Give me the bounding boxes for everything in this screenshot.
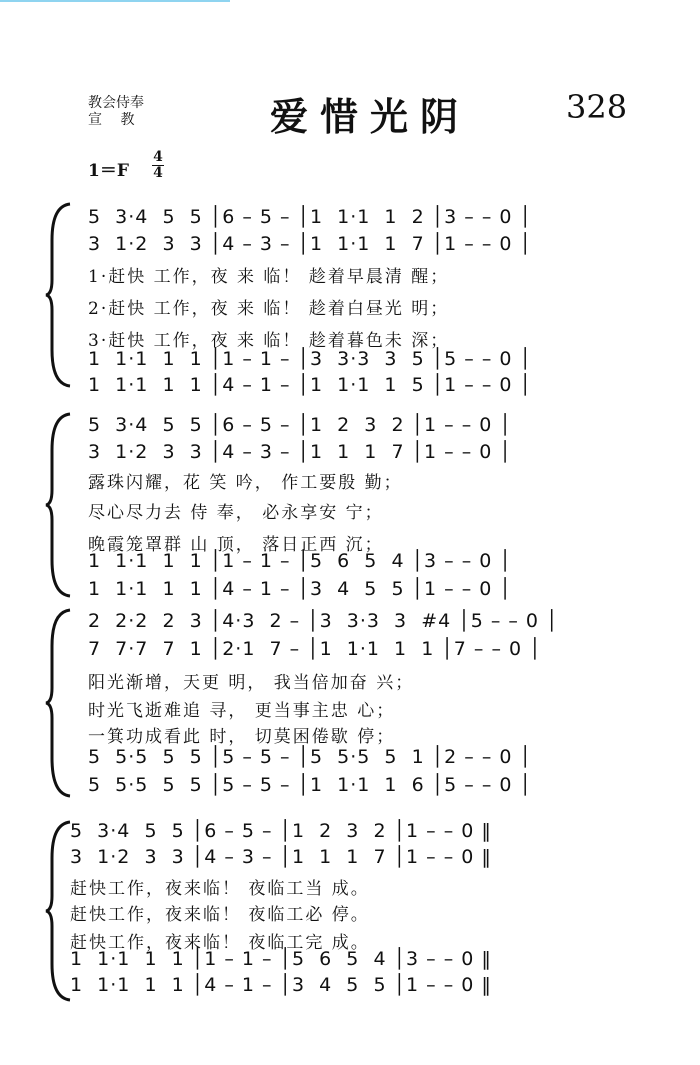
soprano-notes: 5 3·4 5 5 │6 – 5 – │1 1·1 1 2 │3 – – 0 │ — [88, 206, 532, 228]
score-system-1 — [30, 200, 680, 400]
lyric-verse-3: 赶快工作，夜来临！ 夜临工完 成。 — [70, 933, 370, 953]
soprano-notes: 5 3·4 5 5 │6 – 5 – │1 2 3 2 │1 – – 0 │ — [88, 414, 512, 436]
category-line-2: 宣 教 — [88, 112, 135, 128]
bass-notes: 5 5·5 5 5 │5 – 5 – │1 1·1 1 6 │5 – – 0 │ — [88, 774, 532, 796]
score-system-3 — [30, 606, 680, 806]
alto-notes: 3 1·2 3 3 │4 – 3 – │1 1 1 7 │1 – – 0 ‖ — [70, 846, 492, 868]
hymn-number: 328 — [566, 88, 628, 126]
soprano-notes: 2 2·2 2 3 │4·3 2 – │3 3·3 3 #4 │5 – – 0 │ — [88, 610, 559, 632]
bass-notes: 1 1·1 1 1 │4 – 1 – │3 4 5 5 │1 – – 0 │ — [88, 578, 512, 600]
hymn-title: 爱惜光阴 — [270, 94, 471, 139]
lyric-verse-3: 3·赶快 工作，夜 来 临！ 趁着暮色未 深； — [88, 331, 450, 351]
lyric-verse-2: 时光飞逝难追 寻， 更当事主忠 心； — [88, 701, 396, 721]
soprano-notes: 5 3·4 5 5 │6 – 5 – │1 2 3 2 │1 – – 0 ‖ — [70, 820, 492, 842]
bass-notes: 1 1·1 1 1 │4 – 1 – │1 1·1 1 5 │1 – – 0 │ — [88, 374, 532, 396]
lyric-verse-1: 赶快工作，夜来临！ 夜临工当 成。 — [70, 879, 370, 899]
alto-notes: 7 7·7 7 1 │2·1 7 – │1 1·1 1 1 │7 – – 0 │ — [88, 638, 542, 660]
lyric-verse-1: 露珠闪耀，花 笑 吟， 作工要殷 勤； — [88, 473, 403, 493]
tenor-notes: 1 1·1 1 1 │1 – 1 – │5 6 5 4 │3 – – 0 │ — [88, 550, 512, 572]
lyric-verse-3: 一箕功成看此 时， 切莫困倦歇 停； — [88, 727, 396, 747]
system-brace-icon — [44, 606, 74, 800]
alto-notes: 3 1·2 3 3 │4 – 3 – │1 1 1 7 │1 – – 0 │ — [88, 441, 512, 463]
top-accent-line — [0, 0, 230, 2]
system-brace-icon — [44, 200, 74, 390]
lyric-verse-3: 晚霞笼罩群 山 顶， 落日正西 沉； — [88, 535, 384, 555]
lyric-verse-2: 尽心尽力去 侍 奉， 必永享安 宁； — [88, 503, 384, 523]
system-brace-icon — [44, 410, 74, 600]
lyric-verse-1: 1·赶快 工作，夜 来 临！ 趁着早晨清 醒； — [88, 267, 450, 287]
tenor-notes: 5 5·5 5 5 │5 – 5 – │5 5·5 5 1 │2 – – 0 │ — [88, 746, 532, 768]
hymn-category — [88, 95, 144, 129]
key-signature: 1＝F — [88, 161, 129, 181]
tenor-notes: 1 1·1 1 1 │1 – 1 – │5 6 5 4 │3 – – 0 ‖ — [70, 948, 492, 970]
tenor-notes: 1 1·1 1 1 │1 – 1 – │3 3·3 3 5 │5 – – 0 │ — [88, 348, 532, 370]
bass-notes: 1 1·1 1 1 │4 – 1 – │3 4 5 5 │1 – – 0 ‖ — [70, 974, 492, 996]
lyric-verse-2: 赶快工作，夜来临！ 夜临工必 停。 — [70, 905, 370, 925]
time-signature-top: 4 — [153, 149, 163, 165]
time-signature — [152, 150, 164, 181]
lyric-verse-2: 2·赶快 工作，夜 来 临！ 趁着白昼光 明； — [88, 299, 450, 319]
score-system-2 — [30, 410, 680, 610]
alto-notes: 3 1·2 3 3 │4 – 3 – │1 1·1 1 7 │1 – – 0 │ — [88, 233, 532, 255]
lyric-verse-1: 阳光渐增，天更 明， 我当倍加奋 兴； — [88, 673, 415, 693]
score-system-4 — [30, 818, 680, 1018]
category-line-1: 教会侍奉 — [88, 95, 144, 111]
time-signature-bottom: 4 — [153, 165, 163, 181]
